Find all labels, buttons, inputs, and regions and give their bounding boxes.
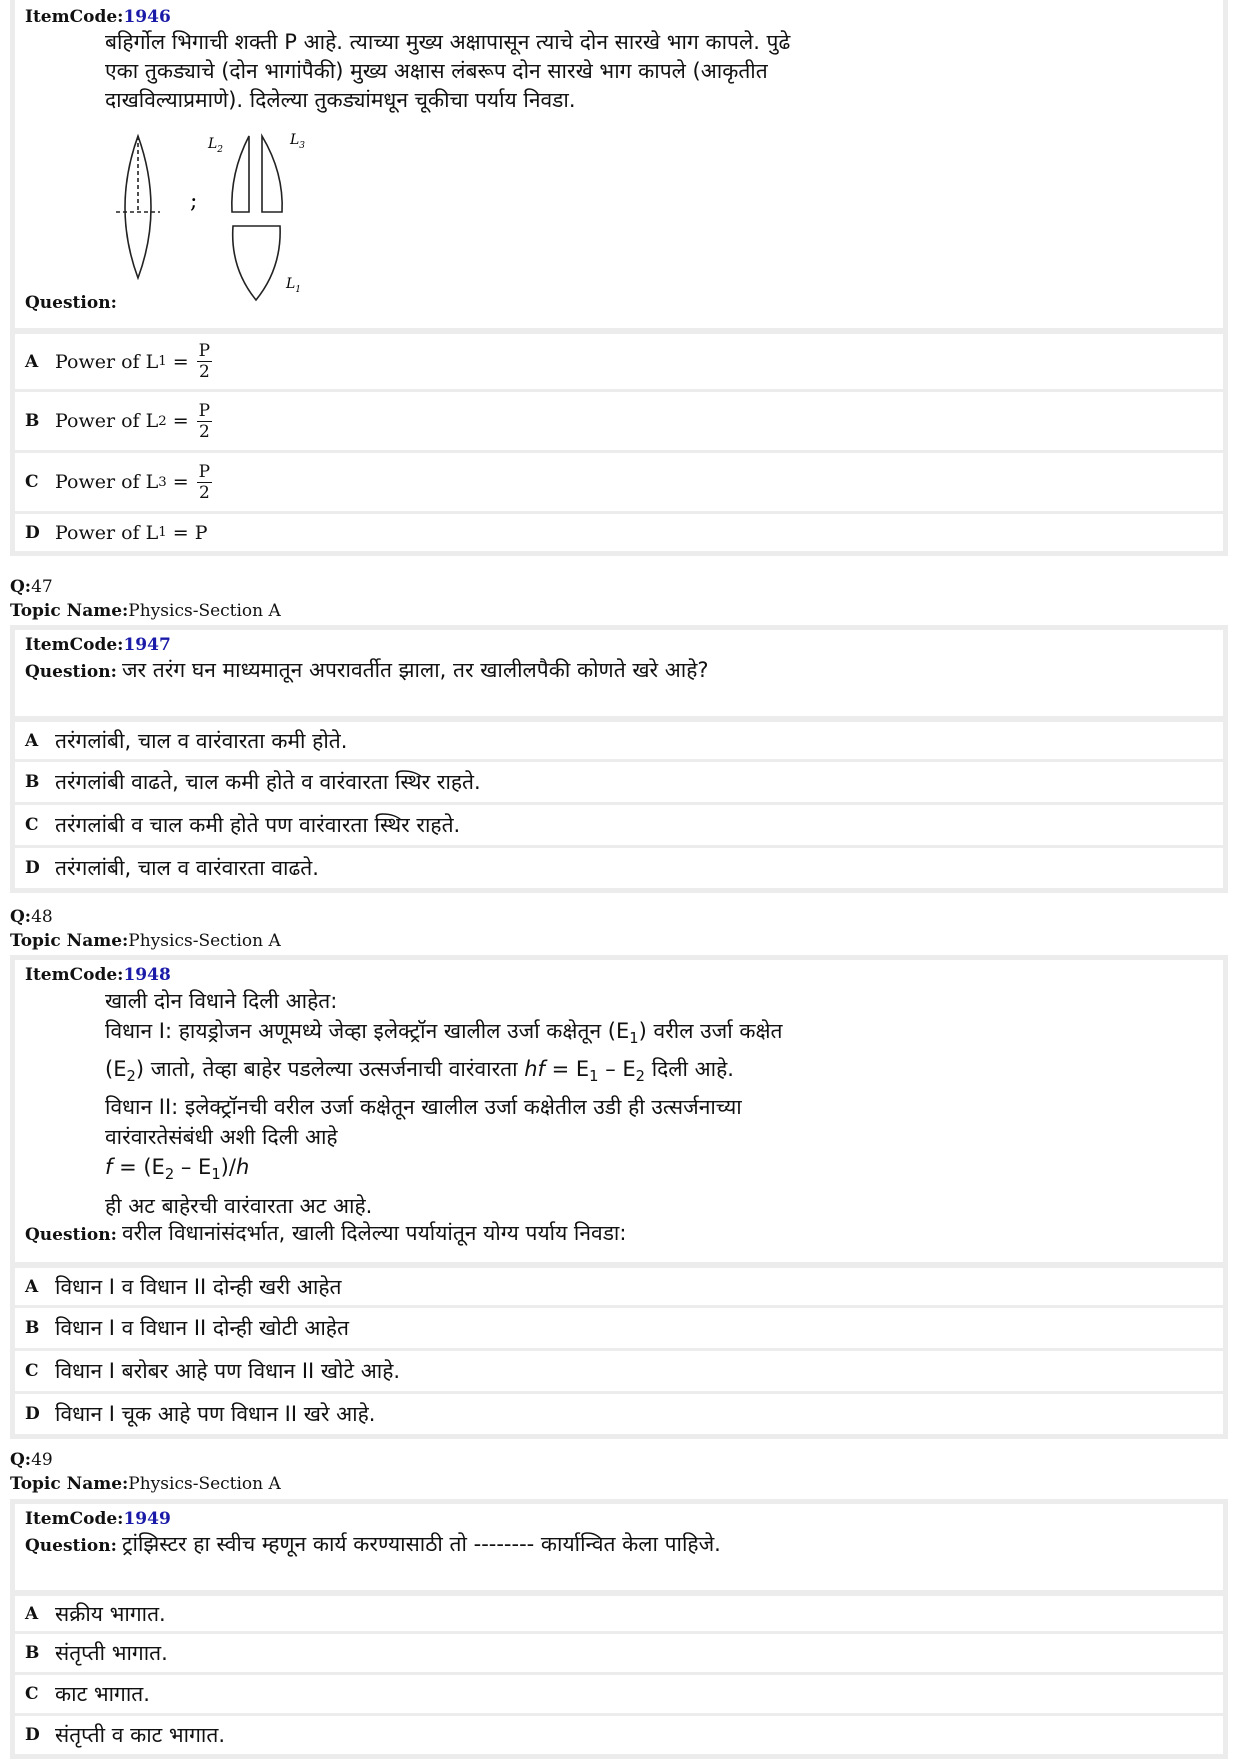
question-meta-47 — [10, 575, 281, 623]
option-text: सक्रीय भागात. — [55, 1601, 166, 1626]
option-letter: A — [25, 351, 39, 372]
statement-line: विधान II: इलेक्ट्रॉनची वरील उर्जा कक्षेतून खालील उर्जा कक्षेतील उडी ही उत्सर्जनाच्या — [105, 1095, 742, 1120]
option-b[interactable] — [15, 1305, 1223, 1348]
question-text: जर तरंग घन माध्यमातून अपरावर्तीत झाला, तर खालीलपैकी कोणते खरे आहे? — [121, 658, 709, 682]
option-letter: A — [25, 1276, 39, 1297]
question-text: वरील विधानांसंदर्भात, खाली दिलेल्या पर्यायांतून योग्य पर्याय निवडा: — [121, 1220, 627, 1245]
question-label: Question: — [25, 662, 117, 682]
option-text: काट भागात. — [55, 1682, 150, 1706]
option-letter: D — [25, 1404, 40, 1424]
statement-line: एका तुकड्याचे (दोन भागांपैकी) मुख्य अक्षास लंबरूप दोन सारखे भाग कापले (आकृतीत — [105, 59, 768, 83]
item-code-row — [25, 6, 1213, 28]
question-text: ट्रांझिस्टर हा स्वीच म्हणून कार्य करण्यासाठी तो -------- कार्यान्वित केला पाहिजे. — [121, 1532, 721, 1556]
item-code: 1947 — [123, 635, 171, 655]
piece-l3-shape — [262, 136, 282, 212]
item-code-row — [25, 634, 1213, 656]
label-l2: $L_2$ — [208, 136, 224, 155]
option-c[interactable] — [15, 450, 1223, 511]
option-text: विधान I बरोबर आहे पण विधान II खोटे आहे. — [55, 1359, 401, 1383]
option-text: विधान I चूक आहे पण विधान II खरे आहे. — [55, 1402, 376, 1426]
option-letter: D — [25, 522, 40, 543]
option-letter: A — [25, 1603, 39, 1624]
question-meta-49 — [10, 1448, 281, 1496]
option-letter: D — [25, 858, 40, 878]
topic-label: Topic Name: — [10, 601, 129, 621]
option-text: Power of L 3 = $\frac{P}{2}$ — [55, 461, 211, 503]
option-text: संतृप्ती व काट भागात. — [55, 1723, 226, 1747]
q-label: Q: — [10, 907, 32, 927]
question-header — [15, 960, 1223, 1265]
option-text: तरंगलांबी, चाल व वारंवारता वाढते. — [55, 856, 319, 880]
question-statement — [25, 28, 1213, 115]
q-number: 48 — [31, 907, 53, 927]
option-letter: B — [25, 1318, 40, 1338]
option-text: तरंगलांबी वाढते, चाल कमी होते व वारंवारता स्थिर राहते. — [55, 770, 481, 794]
label-l3: $L_3$ — [290, 132, 306, 151]
statement-line: खाली दोन विधाने दिली आहेत: — [105, 989, 338, 1013]
option-letter: C — [25, 1361, 39, 1381]
question-label: Question: — [25, 293, 117, 313]
topic-name: Physics-Section A — [128, 1474, 281, 1494]
question-label: Question: — [25, 1536, 117, 1556]
question-header — [15, 0, 1223, 331]
figure-semicolon: ; — [190, 189, 198, 214]
option-b[interactable] — [15, 1631, 1223, 1672]
option-c[interactable] — [15, 1348, 1223, 1391]
option-text: Power of L 2 = $\frac{P}{2}$ — [55, 400, 211, 442]
item-code-label: ItemCode: — [25, 635, 124, 655]
statement-line: बहिर्गोल भिगाची शक्ती P आहे. त्याच्या मुख्य अक्षापासून त्याचे दोन सारखे भाग कापले. पुढे — [105, 30, 791, 54]
lens-figure — [110, 128, 370, 308]
label-l1: $L_1$ — [286, 276, 302, 295]
item-code: 1949 — [123, 1509, 171, 1529]
item-code-label: ItemCode: — [25, 1509, 124, 1529]
topic-name: Physics-Section A — [128, 931, 281, 951]
question-label: Question: — [25, 1224, 117, 1245]
q-number: 47 — [31, 577, 53, 597]
option-text: Power of L 1 = P — [55, 521, 208, 544]
q-label: Q: — [10, 1450, 32, 1470]
statement-line: वारंवारतेसंबंधी अशी दिली आहे — [105, 1125, 338, 1150]
statement-line: विधान I: हायड्रोजन अणूमध्ये जेव्हा इलेक्ट्रॉन खालील उर्जा कक्षेतून $(E_1)$ वरील उर्जा कक्षेत — [105, 1019, 783, 1048]
question-statement — [25, 986, 1213, 1221]
option-letter: D — [25, 1725, 40, 1745]
item-code-row — [25, 1508, 1213, 1530]
q-label: Q: — [10, 577, 32, 597]
question-block-1946 — [10, 0, 1228, 556]
piece-l2-shape — [232, 136, 249, 212]
option-text: तरंगलांबी, चाल व वारंवारता कमी होते. — [55, 728, 348, 753]
question-meta-48 — [10, 905, 281, 953]
option-b[interactable] — [15, 389, 1223, 450]
question-header — [15, 1504, 1223, 1593]
option-text: संतृप्ती भागात. — [55, 1641, 168, 1665]
option-d[interactable] — [15, 511, 1223, 551]
item-code: 1948 — [123, 965, 171, 985]
item-code-label: ItemCode: — [25, 965, 124, 985]
q-number: 49 — [31, 1450, 53, 1470]
topic-name: Physics-Section A — [128, 601, 281, 621]
option-letter: A — [25, 730, 39, 751]
question-block-1948 — [10, 955, 1228, 1439]
statement-line: $(E_2)$ जातो, तेव्हा बाहेर पडलेल्या उत्सर्जनाची वारंवारता hf = $E_1 - E_2$ दिली आहे. — [105, 1057, 734, 1086]
statement-line: $f = (E_2 - E_1)/h$ — [105, 1155, 250, 1184]
option-a[interactable] — [15, 331, 1223, 389]
option-letter: B — [25, 1643, 40, 1663]
option-a[interactable] — [15, 1265, 1223, 1305]
statement-line: दाखविल्याप्रमाणे). दिलेल्या तुकड्यांमधून चूकीचा पर्याय निवडा. — [105, 88, 576, 112]
topic-label: Topic Name: — [10, 1474, 129, 1494]
option-text: विधान I व विधान II दोन्ही खोटी आहेत — [55, 1316, 349, 1340]
option-d[interactable] — [15, 1391, 1223, 1434]
option-letter: B — [25, 411, 40, 431]
question-header — [15, 630, 1223, 719]
option-text: तरंगलांबी व चाल कमी होते पण वारंवारता स्थिर राहते. — [55, 813, 461, 837]
option-letter: C — [25, 815, 39, 835]
option-text: Power of L 1 = $\frac{P}{2}$ — [55, 341, 211, 382]
option-c[interactable] — [15, 1672, 1223, 1713]
option-a[interactable] — [15, 1593, 1223, 1631]
statement-line: ही अट बाहेरची वारंवारता अट आहे. — [105, 1193, 373, 1218]
option-d[interactable] — [15, 845, 1223, 888]
piece-l1-shape — [233, 226, 280, 300]
option-text: विधान I व विधान II दोन्ही खरी आहेत — [55, 1274, 342, 1299]
option-c[interactable] — [15, 802, 1223, 845]
item-code-label: ItemCode: — [25, 7, 124, 27]
option-b[interactable] — [15, 759, 1223, 802]
option-letter: C — [25, 1684, 39, 1704]
option-a[interactable] — [15, 719, 1223, 759]
option-d[interactable] — [15, 1713, 1223, 1754]
item-code-row — [25, 964, 1213, 986]
option-letter: B — [25, 772, 40, 792]
topic-label: Topic Name: — [10, 931, 129, 951]
item-code: 1946 — [123, 7, 171, 27]
question-block-1947 — [10, 625, 1228, 893]
question-block-1949 — [10, 1499, 1228, 1759]
option-letter: C — [25, 472, 39, 492]
